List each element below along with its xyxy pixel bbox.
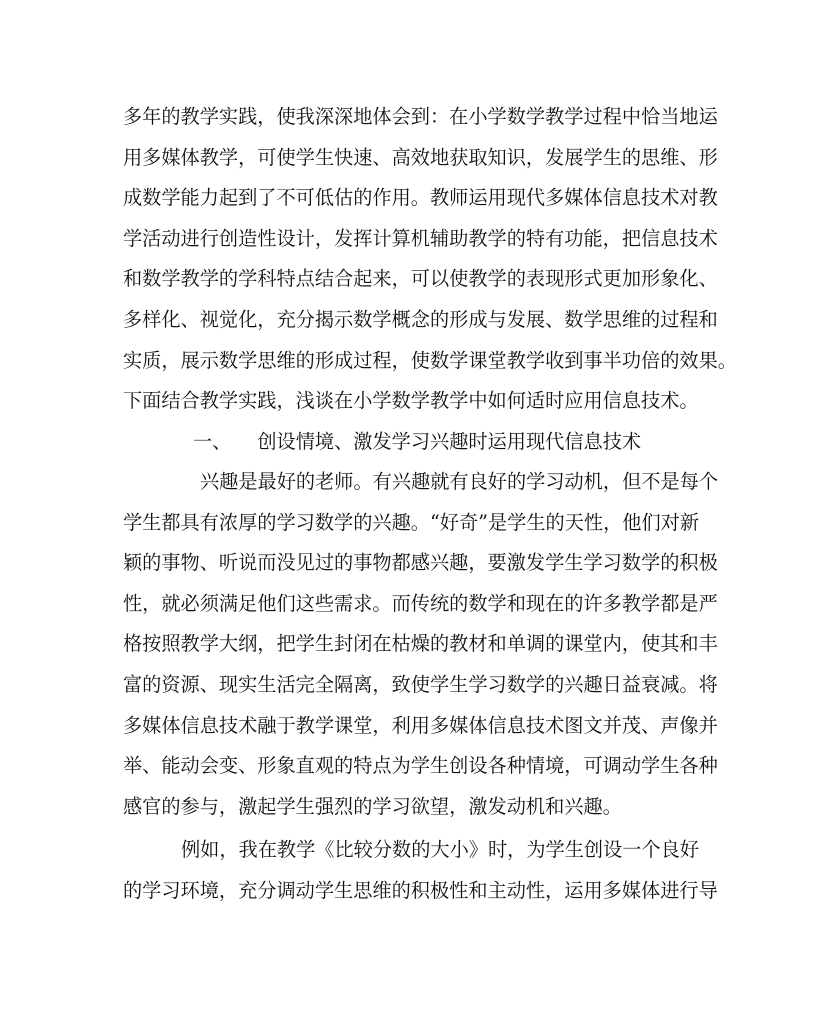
text-line: 富的资源、现实生活完全隔离，致使学生学习数学的兴趣日益衰减。将 (123, 672, 718, 696)
text-line: 多样化、视觉化，充分揭示数学概念的形成与发展、数学思维的过程和 (123, 307, 718, 331)
text-line: 用多媒体教学，可使学生快速、高效地获取知识，发展学生的思维、形 (123, 145, 718, 169)
text-line: 学活动进行创造性设计，发挥计算机辅助教学的特有功能，把信息技术 (123, 226, 718, 250)
text-line: 性，就必须满足他们这些需求。而传统的数学和现在的许多教学都是严 (123, 591, 718, 615)
text-line: 多媒体信息技术融于教学课堂，利用多媒体信息技术图文并茂、声像并 (123, 713, 718, 737)
section-number: 一、 (193, 430, 232, 453)
text-line: 格按照教学大纲，把学生封闭在枯燥的教材和单调的课堂内，使其和丰 (123, 632, 718, 656)
text-line: 学生都具有浓厚的学习数学的兴趣。“好奇”是学生的天性，他们对新 (123, 510, 700, 534)
paragraph-intro (123, 97, 737, 422)
text-line: 和数学教学的学科特点结合起来，可以使教学的表现形式更加形象化、 (123, 267, 718, 291)
text-line: 成数学能力起到了不可低估的作用。教师运用现代多媒体信息技术对教 (123, 186, 718, 210)
paragraph-example (123, 830, 718, 911)
text-line: 下面结合教学实践，浅谈在小学数学教学中如何适时应用信息技术。 (123, 389, 699, 413)
text-line: 例如，我在教学《比较分数的大小》时，为学生创设一个良好 (181, 838, 700, 861)
text-line: 颖的事物、听说而没见过的事物都感兴趣，要激发学生学习数学的积极 (123, 551, 718, 575)
text-line: 感官的参与，激起学生强烈的学习欲望，激发动机和兴趣。 (123, 794, 622, 818)
section-heading (193, 422, 641, 463)
text-line: 举、能动会变、形象直观的特点为学生创设各种情境，可调动学生各种 (123, 754, 718, 778)
paragraph-interest (123, 462, 719, 827)
text-line: 兴趣是最好的老师。有兴趣就有良好的学习动机，但不是每个 (200, 470, 719, 493)
text-line: 多年的教学实践，使我深深地体会到：在小学数学教学过程中恰当地运 (123, 105, 718, 128)
text-line: 的学习环境，充分调动学生思维的积极性和主动性，运用多媒体进行导 (123, 878, 718, 902)
section-title: 创设情境、激发学习兴趣时运用现代信息技术 (257, 430, 642, 453)
text-line: 实质，展示数学思维的形成过程，使数学课堂教学收到事半功倍的效果。 (123, 348, 737, 372)
